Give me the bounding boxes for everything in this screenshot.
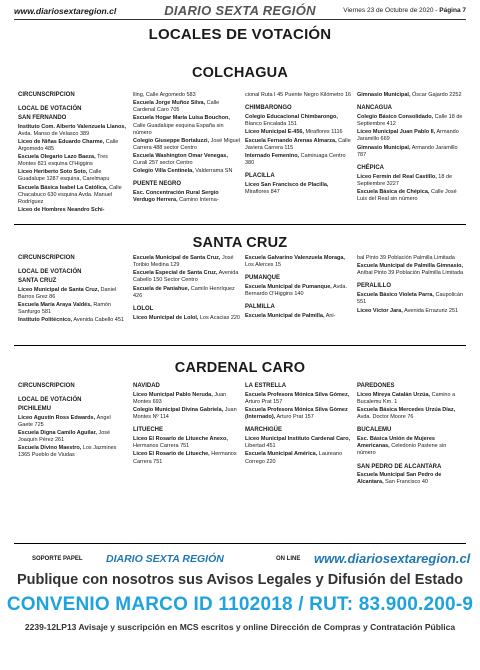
location-heading: PLACILLA [245, 173, 275, 180]
place-name: Escuela Olegario Lazo Baeza, [18, 154, 96, 161]
place-name: Colegio Villa Centinela, [133, 168, 194, 175]
polling-place [18, 445, 126, 459]
polling-place [18, 430, 126, 444]
place-address: Los Jazmines 1365 Pueblo de Viudas [18, 445, 117, 459]
place-address: Calle Guadalupe esquina España sin número [133, 122, 224, 136]
place-name: Escuela Especial de Santa Cruz, [133, 270, 218, 277]
newspaper-name: DIARIO SEXTA REGIÓN [164, 3, 316, 18]
section-divider [14, 345, 466, 346]
place-name: Colegio Básico Consolidado, [357, 114, 434, 121]
place-address: Camino a Bucalemu Km. 1 [357, 391, 456, 405]
polling-place [245, 138, 353, 152]
place-address: Avenida Cabello 150 Sector Centro [133, 270, 239, 284]
place-name: Escuela Municipal de Palmilla Gimnasio, [357, 263, 464, 270]
location-heading: MARCHIGÜE [245, 427, 282, 434]
place-name: Escuela Municipal de Palmilla, [245, 313, 325, 320]
location-heading: PERALILLO [357, 283, 391, 290]
footer-brand: DIARIO SEXTA REGIÓN [106, 553, 224, 565]
place-address: José Joaquín Pérez 261 [18, 429, 111, 443]
polling-place [357, 255, 465, 262]
polling-place [18, 287, 126, 301]
place-name: Liceo San Francisco de Placilla, [245, 181, 329, 188]
listing-column [133, 255, 241, 323]
place-name: Escuela Fernando Arenas Almarza, [245, 137, 337, 144]
polling-place [245, 313, 353, 320]
place-name: Esc. Concentración Rural Sergio Verdugo Herrera, [133, 190, 219, 204]
location-heading: LOLOL [133, 305, 154, 312]
polling-place [18, 415, 126, 429]
place-name: Liceo Agustín Ross Edwards, [18, 414, 96, 421]
polling-place [133, 451, 241, 465]
place-name: Escuela Municipal San Pedro de Alcantara, [357, 472, 442, 486]
place-address: 18 de Septiembre 3227 [357, 173, 453, 187]
polling-place [18, 207, 126, 214]
listing-column [245, 92, 353, 197]
place-name: Liceo de Hombres Neandro Schi- [18, 206, 105, 213]
place-name: Escuela Municipal de Santa Cruz, [133, 255, 221, 261]
location-heading: LOCAL DE VOTACIÓN [18, 396, 82, 403]
place-name: Liceo Mireya Catalán Urzúa, [357, 391, 431, 398]
place-address: Óscar Gajardo 2252 [410, 92, 462, 98]
location-heading: CIRCUNSCRIPCION [18, 92, 75, 98]
location-heading: SAN FERNANDO [18, 114, 67, 121]
place-address: Blanco Encalada 151 [245, 121, 297, 128]
place-address: Calle Argomedo 485 [18, 138, 119, 152]
place-name: Gimnasio Municipal, [357, 144, 411, 151]
place-address: Calle Cardenal Caro 705 [133, 100, 220, 114]
polling-place [245, 92, 353, 99]
place-name: Gimnasio Municipal, [357, 92, 411, 98]
place-address: Ramón Sanfurgo 581 [18, 301, 112, 315]
place-address: José Miguel Carrera 488 sector Centro [133, 137, 240, 151]
place-name: Escuela Profesora Mónica Silva Gómez (Internado), [245, 407, 348, 421]
place-name: Escuela Básico Violeta Parra, [357, 292, 434, 299]
polling-place [357, 407, 465, 421]
polling-place [245, 407, 353, 421]
polling-place [245, 129, 353, 136]
location-heading: CHIMBARONGO [245, 105, 292, 112]
polling-place [133, 286, 241, 300]
place-name: Escuela Profesora Mónica Silva Gómez, [245, 391, 350, 398]
place-name: Escuela Básica Mercedes Urzúa Díaz, [357, 407, 456, 414]
place-name: Escuela Básica Isabel La Católica, [18, 184, 108, 191]
place-name: Liceo Municipal Juan Pablo II, [357, 129, 436, 136]
location-heading: PUENTE NEGRO [133, 181, 182, 188]
polling-place [357, 263, 465, 277]
place-name: Escuela Hogar María Luisa Bouchon, [133, 115, 230, 122]
header-date: Viernes 23 de Octubre de 2020 - Página 7 [343, 7, 466, 14]
listing-column [133, 92, 241, 206]
place-name: Instituto Politécnico, [18, 317, 73, 324]
place-address: Avda. Doctor Moore 76 [357, 414, 414, 421]
location-heading: SANTA CRUZ [18, 277, 57, 284]
place-address: Camiruaga Centro 380 [245, 152, 346, 166]
polling-place [357, 92, 465, 99]
place-address: Miraflores 1116 [304, 129, 343, 136]
polling-place [133, 153, 241, 167]
place-address: Hermanos Carrera 751 [133, 443, 190, 450]
place-address: Libertad 451 [245, 443, 276, 450]
listing-column [18, 383, 126, 460]
listing-column [18, 92, 126, 215]
place-address: Juan Montes Nº 114 [133, 407, 237, 421]
place-name: Colegio Giuseppe Bortaluzzi, [133, 137, 210, 144]
polling-place [357, 472, 465, 486]
location-heading: LITUECHE [133, 427, 163, 434]
polling-place [18, 185, 126, 206]
place-address: Avenida Cabello 451 [72, 317, 124, 324]
polling-place [18, 139, 126, 153]
support-label: SOPORTE PAPEL [32, 556, 83, 562]
location-heading: PUMANQUE [245, 275, 281, 282]
place-name: Escuela Divino Maestro, [18, 445, 82, 452]
place-address: José Toribio Medina 129 [133, 255, 234, 269]
place-address: Camilo Henríquez 426 [133, 285, 235, 299]
place-address: Armando Jaramillo 669 [357, 129, 459, 143]
polling-place [133, 168, 241, 175]
polling-place [133, 190, 241, 204]
place-address: Curali 257 sector Centro [133, 160, 193, 167]
location-heading: PALMILLA [245, 304, 275, 311]
location-heading: LOCAL DE VOTACIÓN [18, 105, 82, 112]
listing-column [133, 383, 241, 467]
place-name: Liceo El Rosario de Litueche Anexo, [133, 436, 228, 443]
location-heading: LA ESTRELLA [245, 383, 287, 389]
section-title-santa-cruz: SANTA CRUZ [192, 235, 288, 251]
polling-place [18, 124, 126, 138]
location-heading: PAREDONES [357, 383, 395, 389]
place-address: Caupolicán 551 [357, 292, 463, 306]
polling-place [133, 255, 241, 269]
location-heading: LOCAL DE VOTACIÓN [18, 268, 82, 275]
location-heading: BUCALEMU [357, 427, 392, 434]
place-address: Calle José Luis del Real sin número [357, 188, 457, 202]
footer-tagline: 2239-12LP13 Avisaje y suscripción en MCS escritos y online Dirección de Compras y Contratación Pública [24, 622, 456, 632]
polling-place [357, 174, 465, 188]
publish-notice: Publique con nosotros sus Avisos Legales y Difusión del Estado [16, 572, 464, 588]
place-name: Liceo Municipal Instituto Cardenal Caro, [245, 436, 351, 443]
polling-place [133, 138, 241, 152]
place-address: lling, Calle Argomedo 583 [133, 92, 196, 98]
place-name: Liceo de Niñas Eduardo Charme, [18, 138, 105, 145]
place-name: Escuela Jorge Muñoz Silva, [133, 100, 206, 107]
section-title-cardenal-caro: CARDENAL CARO [174, 360, 306, 376]
listing-column [18, 255, 126, 325]
polling-place [245, 451, 353, 465]
polling-place [357, 145, 465, 159]
place-name: Escuela María Araya Valdés, [18, 301, 92, 308]
place-address: Celedonio Pastene sin número [357, 443, 447, 457]
polling-place [18, 302, 126, 316]
place-address: cional Ruta I 45 Puente Negro Kilómetro 16 [245, 92, 352, 98]
footer-website[interactable]: www.diariosextaregion.cl [314, 551, 471, 566]
place-address: Avenida Errazuriz 251 [402, 307, 459, 314]
polling-place [245, 436, 353, 450]
place-name: Liceo Municipal E-456, [245, 129, 304, 136]
place-name: Escuela Digna Camilo Aguilar, [18, 429, 97, 436]
place-address: bal Pinto 39 Población Palmilla Limitada [357, 255, 455, 261]
place-address: Calle 18 de Septiembre 412 [357, 114, 463, 128]
place-address: Calle Javiera Carrera 115 [245, 137, 351, 151]
polling-place [357, 292, 465, 306]
place-address: Camino Interna- [177, 197, 219, 204]
header-website: www.diariosextaregion.cl [14, 6, 117, 16]
place-address: San Francisco 40 [383, 479, 428, 486]
place-address: Ani- [324, 313, 336, 320]
page-header [14, 5, 466, 20]
location-heading: CIRCUNSCRIPCION [18, 383, 75, 389]
polling-place [357, 392, 465, 406]
place-name: Liceo Víctor Jara, [357, 307, 403, 314]
location-heading: CIRCUNSCRIPCION [18, 255, 75, 261]
polling-place [357, 308, 465, 315]
place-name: Instituto Com. Alberto Valenzuela Llanos, [18, 123, 126, 130]
place-address: Juan Montes 693 [133, 391, 227, 405]
listing-column [357, 255, 465, 316]
polling-place [245, 284, 353, 298]
listing-column [357, 383, 465, 488]
place-address: Avda. Manso de Velasco 389 [18, 130, 90, 137]
page-number: Página 7 [439, 7, 466, 14]
listing-column [357, 92, 465, 204]
place-name: Liceo Fermín del Real Castillo, [357, 173, 437, 180]
polling-place [357, 114, 465, 128]
place-name: Colegio Educacional Chimbarongo, [245, 114, 338, 121]
place-name: Colegio Municipal Divina Gabriela, [133, 407, 224, 414]
place-name: Esc. Básica Unión de Mujeres Americanas, [357, 436, 435, 450]
location-heading: SAN PEDRO DE ALCANTARA [357, 463, 442, 470]
location-heading: PICHILEMU [18, 405, 51, 412]
page-title: LOCALES DE VOTACIÓN [148, 26, 332, 43]
polling-place [245, 255, 353, 269]
place-name: Liceo El Rosario de Litueche, [133, 451, 210, 458]
place-address: Los Alerces 15 [245, 262, 282, 269]
place-address: Arturo Prat 157 [275, 414, 314, 421]
place-name: Escuela Municipal América, [245, 451, 318, 458]
polling-place [245, 392, 353, 406]
place-name: Escuela Washington Omar Venegas, [133, 153, 228, 159]
polling-place [245, 114, 353, 128]
place-address: Calle Chacabuco 630 esquina Avda. Manuel Rodríguez [18, 184, 122, 205]
place-address: Arturo Prat 157 [245, 398, 283, 405]
place-name: Liceo Heriberto Soto Soto, [18, 169, 88, 176]
location-heading: NAVIDAD [133, 383, 160, 389]
place-address: Avda. Bernardo O'Higgins 140 [245, 284, 348, 298]
listing-column [245, 383, 353, 467]
place-address: Laureano Corrego 220 [245, 451, 343, 465]
polling-place [357, 436, 465, 457]
place-name: Escuela Básica de Chépica, [357, 188, 430, 195]
place-address: Daniel Barros Grez 86 [18, 286, 117, 300]
polling-place [357, 189, 465, 203]
polling-place [133, 270, 241, 284]
polling-place [133, 436, 241, 450]
place-name: Liceo Municipal de Lolol, [133, 314, 199, 321]
place-name: Escuela Galvarino Valenzuela Moraga, [245, 255, 345, 261]
section-divider [14, 224, 466, 225]
polling-place [133, 407, 241, 421]
place-name: Escuela de Paniahue, [133, 285, 190, 292]
convenio-marco: CONVENIO MARCO ID 1102018 / RUT: 83.900.200-9 [6, 594, 474, 615]
polling-place [133, 115, 241, 136]
polling-place [18, 169, 126, 183]
polling-place [357, 129, 465, 143]
polling-place [133, 92, 241, 99]
location-heading: NANCAGUA [357, 105, 392, 112]
place-address: Tres Montes 821 esquina O'Higgins [18, 154, 108, 168]
polling-place [18, 154, 126, 168]
section-title-colchagua: COLCHAGUA [191, 65, 289, 81]
polling-place [245, 182, 353, 196]
polling-place [133, 315, 241, 322]
polling-place [133, 392, 241, 406]
location-heading: CHÉPICA [357, 164, 385, 171]
polling-place [133, 100, 241, 114]
place-address: Aníbal Pinto 39 Población Palmilla Limitada [357, 270, 464, 277]
online-label: ON LINE [276, 556, 301, 562]
place-address: Los Acacias 220 [198, 314, 240, 321]
place-address: Hermanos Carrera 751 [133, 451, 237, 465]
section-divider [14, 543, 466, 544]
footer-banner [14, 551, 471, 566]
place-address: Calle Guadalupe 1287 esquina, Carelmapu [18, 169, 110, 183]
polling-place [245, 153, 353, 167]
place-name: Internado Femenino, [245, 152, 300, 159]
polling-place [18, 317, 126, 324]
place-address: Ángel Gaete 725 [18, 414, 111, 428]
place-address: Miraflores 847 [245, 188, 280, 195]
place-address: Valderrama SN [193, 168, 233, 175]
place-name: Escuela Municipal de Pumanque, [245, 284, 332, 291]
place-name: Liceo Municipal Pablo Neruda, [133, 391, 213, 398]
place-name: Liceo Municipal de Santa Cruz, [18, 286, 99, 293]
listing-column [245, 255, 353, 321]
place-address: Armando Jaramillo 787 [357, 144, 458, 158]
